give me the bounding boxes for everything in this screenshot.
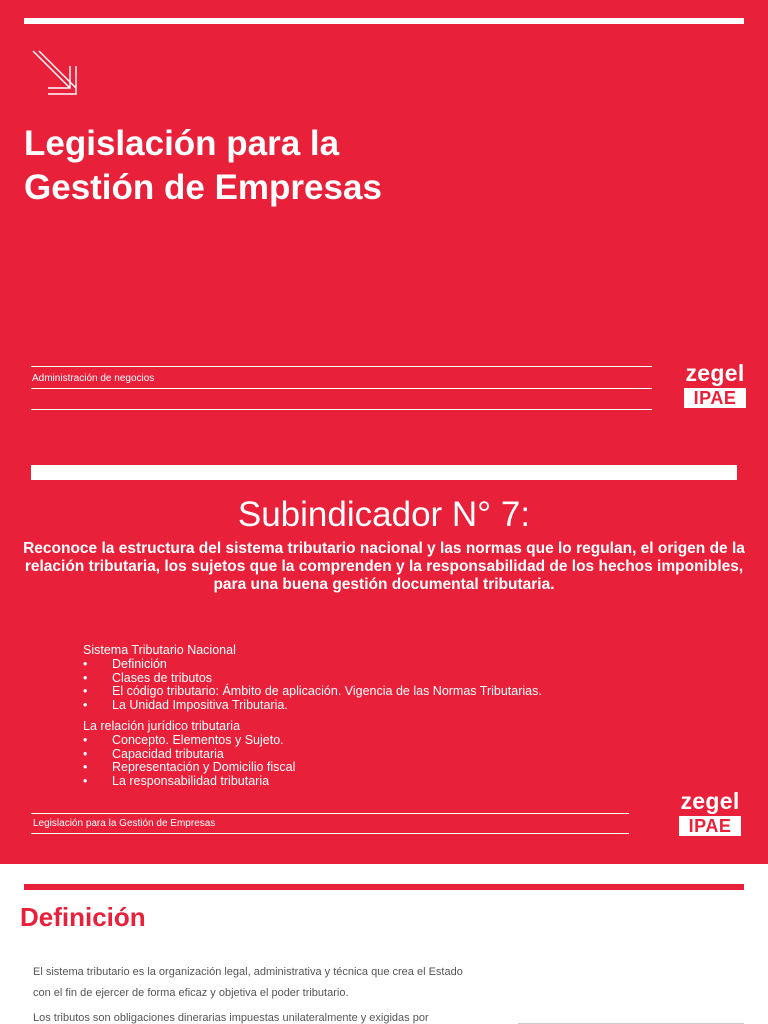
subindicator-slide <box>0 432 768 864</box>
section-heading: Sistema Tributario Nacional <box>83 643 236 657</box>
bullet-icon: • <box>83 746 88 761</box>
list-item <box>83 761 723 775</box>
bullet-icon: • <box>83 732 88 747</box>
page-title <box>24 122 624 210</box>
bullet-icon: • <box>83 670 88 685</box>
topic-list <box>83 644 723 796</box>
bullet-icon: • <box>83 760 88 775</box>
list-item-text: El código tributario: Ámbito de aplicación. Vigencia de las Normas Tributarias. <box>112 684 542 699</box>
definition-paragraph: Los tributos son obligaciones dinerarias impuestas unilateralmente y exigidas por <box>33 1012 429 1024</box>
list-item-text: Concepto. Elementos y Sujeto. <box>112 732 284 747</box>
subindicator-title: Subindicador N° 7: <box>237 495 531 534</box>
list-item <box>83 775 723 789</box>
list-item <box>83 658 723 672</box>
list-item-text: Definición <box>112 656 167 671</box>
list-item <box>83 685 723 699</box>
top-bar <box>31 465 737 480</box>
section-heading: La relación jurídico tributaria <box>83 718 241 733</box>
bullet-icon: • <box>83 656 88 671</box>
list-item <box>83 699 723 713</box>
bullet-icon: • <box>83 684 88 699</box>
section-list <box>83 734 723 789</box>
divider <box>31 813 629 814</box>
definition-title: Definición <box>20 902 146 932</box>
definition-slide <box>0 864 768 1024</box>
arrow-down-right-icon <box>30 48 80 98</box>
list-item <box>83 748 723 762</box>
list-item-text: Capacidad tributaria <box>112 746 224 761</box>
divider <box>31 388 652 389</box>
footer-label: Legislación para la Gestión de Empresas <box>33 818 216 829</box>
logo-word: zegel <box>680 788 740 814</box>
list-item <box>83 734 723 748</box>
title-line-1: Legislación para la <box>24 124 340 163</box>
logo-word: zegel <box>685 360 745 386</box>
section-list <box>83 658 723 713</box>
divider <box>31 366 652 367</box>
footer-label: Administración de negocios <box>32 373 155 384</box>
divider <box>31 833 629 834</box>
list-item-text: La responsabilidad tributaria <box>112 774 270 789</box>
title-line-2: Gestión de Empresas <box>24 168 382 207</box>
list-item-text: Representación y Domicilio fiscal <box>112 760 296 775</box>
cover-slide <box>0 0 768 432</box>
bullet-icon: • <box>83 774 88 789</box>
top-bar <box>24 18 744 24</box>
list-item-text: La Unidad Impositiva Tributaria. <box>112 698 288 713</box>
zegel-ipae-logo <box>677 788 743 836</box>
zegel-ipae-logo <box>682 360 748 408</box>
divider <box>31 409 652 410</box>
top-bar <box>24 884 744 890</box>
logo-box: IPAE <box>684 388 746 408</box>
definition-paragraph: El sistema tributario es la organización legal, administrativa y técnica que crea el Estado con el fin de ejercer de forma eficaz y objetiva el poder tributario. <box>33 966 463 999</box>
subindicator-description: Reconoce la estructura del sistema tributario nacional y las normas que lo regulan, el origen de la relación tributaria, los sujetos que la comprenden y la responsabilidad de los hechos imponibles, para una buena gestión documental tributaria. <box>23 540 745 593</box>
list-item-text: Clases de tributos <box>112 670 213 685</box>
bullet-icon: • <box>83 698 88 713</box>
logo-box: IPAE <box>679 816 741 836</box>
